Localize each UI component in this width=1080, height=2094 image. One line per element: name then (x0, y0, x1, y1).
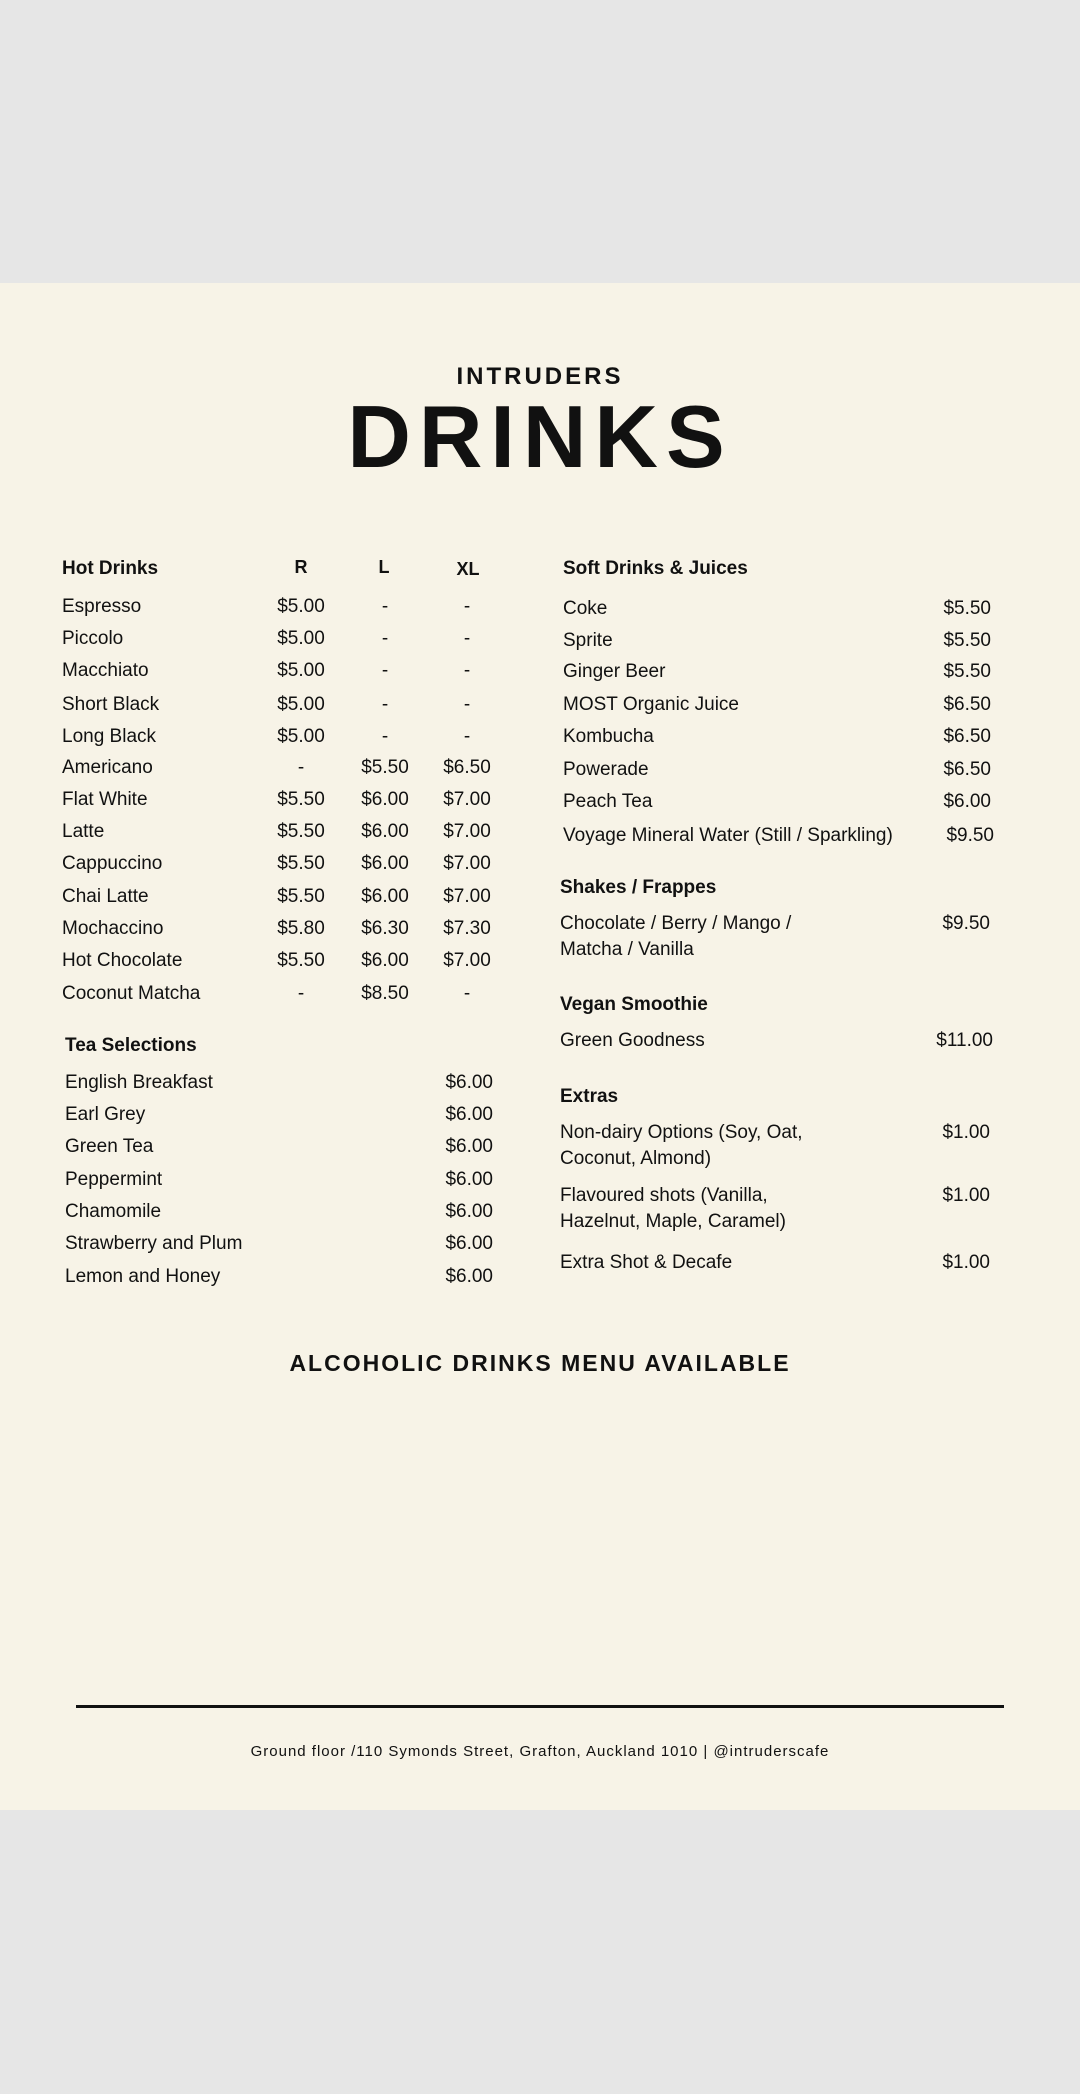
list-item (65, 1264, 493, 1290)
item-name: Non-dairy Options (Soy, Oat, Coconut, Almond) (560, 1122, 803, 1169)
hot-drinks-title: Hot Drinks (62, 558, 159, 579)
list-item (563, 757, 991, 783)
item-name: Voyage Mineral Water (Still / Sparkling) (563, 825, 893, 846)
item-name: Chai Latte (62, 886, 149, 907)
list-item (563, 823, 994, 849)
item-name: English Breakfast (65, 1072, 213, 1093)
item-price: $1.00 (942, 1252, 990, 1273)
price-xl: - (463, 660, 471, 681)
list-item (563, 724, 991, 750)
item-name: Americano (62, 757, 153, 778)
item-price: $5.50 (943, 598, 991, 619)
table-row (62, 851, 512, 877)
price-r: - (297, 757, 305, 778)
price-xl: - (463, 983, 471, 1004)
table-row (62, 724, 512, 750)
price-l: $5.50 (361, 757, 409, 778)
price-r: $5.50 (277, 821, 325, 842)
item-name: MOST Organic Juice (563, 694, 739, 715)
brand-name: INTRUDERS (456, 363, 624, 390)
table-row (62, 658, 512, 684)
price-l: - (381, 726, 389, 747)
item-name: Mochaccino (62, 918, 164, 939)
list-item (563, 789, 991, 815)
item-name: Chamomile (65, 1201, 162, 1222)
item-name: Coconut Matcha (62, 983, 201, 1004)
list-item (563, 659, 991, 685)
item-name: Macchiato (62, 660, 149, 681)
table-row (62, 692, 512, 718)
list-item (560, 911, 990, 963)
item-price: $1.00 (942, 1185, 990, 1206)
price-l: - (381, 596, 389, 617)
table-row (62, 948, 512, 974)
item-name: Flavoured shots (Vanilla, Hazelnut, Maple, Caramel) (560, 1185, 786, 1232)
price-l: $8.50 (361, 983, 409, 1004)
price-r: $5.00 (277, 726, 325, 747)
extras-title: Extras (560, 1086, 619, 1107)
list-item (563, 596, 991, 622)
price-xl: $7.00 (443, 789, 491, 810)
size-header-xl: XL (456, 559, 480, 579)
item-name: Cappuccino (62, 853, 163, 874)
price-l: - (381, 694, 389, 715)
price-r: $5.50 (277, 789, 325, 810)
page-title: DRINKS (347, 387, 733, 486)
item-price: $6.00 (445, 1072, 493, 1093)
item-name: Piccolo (62, 628, 124, 649)
item-name: Short Black (62, 694, 160, 715)
price-xl: $7.30 (443, 918, 491, 939)
item-name: Strawberry and Plum (65, 1233, 243, 1254)
price-xl: $7.00 (443, 853, 491, 874)
item-name: Powerade (563, 759, 649, 780)
item-price: $1.00 (942, 1122, 990, 1143)
item-name: Earl Grey (65, 1104, 146, 1125)
item-price: $6.00 (445, 1233, 493, 1254)
item-name: Flat White (62, 789, 148, 810)
price-xl: $7.00 (443, 886, 491, 907)
item-name: Chocolate / Berry / Mango / Matcha / Vanilla (560, 913, 792, 960)
table-row (62, 916, 512, 942)
size-header-r: R (294, 557, 308, 577)
item-name: Long Black (62, 726, 157, 747)
item-name: Green Goodness (560, 1030, 705, 1051)
list-item (563, 692, 991, 718)
item-price: $6.00 (445, 1136, 493, 1157)
divider (76, 1705, 1004, 1708)
table-row (62, 626, 512, 652)
price-r: $5.80 (277, 918, 325, 939)
price-r: $5.00 (277, 628, 325, 649)
price-r: $5.50 (277, 950, 325, 971)
list-item (65, 1231, 493, 1257)
item-price: $5.50 (943, 630, 991, 651)
price-l: $6.00 (361, 886, 409, 907)
table-row (62, 755, 512, 781)
item-name: Peach Tea (563, 791, 653, 812)
price-l: $6.00 (361, 789, 409, 810)
item-name: Hot Chocolate (62, 950, 183, 971)
price-r: $5.50 (277, 886, 325, 907)
list-item (560, 1120, 990, 1172)
item-price: $6.50 (943, 759, 991, 780)
list-item (65, 1102, 493, 1128)
item-price: $6.00 (445, 1104, 493, 1125)
price-xl: $7.00 (443, 821, 491, 842)
item-name: Ginger Beer (563, 661, 666, 682)
price-l: - (381, 628, 389, 649)
item-price: $6.50 (943, 694, 991, 715)
list-item (65, 1134, 493, 1160)
table-row (62, 787, 512, 813)
shakes-title: Shakes / Frappes (560, 877, 717, 898)
item-name: Espresso (62, 596, 142, 617)
item-price: $9.50 (942, 913, 990, 934)
list-item (65, 1167, 493, 1193)
item-name: Latte (62, 821, 105, 842)
price-r: $5.00 (277, 596, 325, 617)
price-l: $6.00 (361, 950, 409, 971)
item-name: Extra Shot & Decafe (560, 1252, 733, 1273)
tea-title: Tea Selections (65, 1035, 197, 1056)
soft-drinks-title: Soft Drinks & Juices (563, 558, 748, 579)
price-xl: $6.50 (443, 757, 491, 778)
price-xl: $7.00 (443, 950, 491, 971)
item-price: $6.00 (943, 791, 991, 812)
price-l: $6.00 (361, 821, 409, 842)
item-name: Coke (563, 598, 608, 619)
list-item (65, 1199, 493, 1225)
item-name: Peppermint (65, 1169, 163, 1190)
menu-page (0, 283, 1080, 1810)
table-row (62, 981, 512, 1007)
item-price: $11.00 (936, 1030, 993, 1051)
footer-address: Ground floor /110 Symonds Street, Grafton, Auckland 1010 | @intruderscafe (250, 1743, 830, 1760)
price-xl: - (463, 726, 471, 747)
price-r: $5.00 (277, 660, 325, 681)
table-row (62, 819, 512, 845)
price-l: $6.00 (361, 853, 409, 874)
price-l: $6.30 (361, 918, 409, 939)
item-price: $6.00 (445, 1169, 493, 1190)
price-r: $5.00 (277, 694, 325, 715)
list-item (560, 1250, 990, 1276)
price-xl: - (463, 694, 471, 715)
table-row (62, 884, 512, 910)
price-xl: - (463, 596, 471, 617)
item-price: $6.00 (445, 1266, 493, 1287)
list-item (65, 1070, 493, 1096)
item-name: Green Tea (65, 1136, 154, 1157)
table-row (62, 594, 512, 620)
list-item (563, 628, 991, 654)
item-name: Sprite (563, 630, 613, 651)
item-name: Kombucha (563, 726, 654, 747)
vegan-title: Vegan Smoothie (560, 994, 708, 1015)
price-r: $5.50 (277, 853, 325, 874)
price-l: - (381, 660, 389, 681)
item-name: Lemon and Honey (65, 1266, 221, 1287)
list-item (560, 1028, 993, 1054)
size-header-l: L (378, 557, 390, 577)
list-item (560, 1183, 990, 1235)
item-price: $6.50 (943, 726, 991, 747)
item-price: $5.50 (943, 661, 991, 682)
price-xl: - (463, 628, 471, 649)
alcohol-notice: ALCOHOLIC DRINKS MENU AVAILABLE (289, 1350, 791, 1376)
item-price: $6.00 (445, 1201, 493, 1222)
item-price: $9.50 (946, 825, 994, 846)
price-r: - (297, 983, 305, 1004)
